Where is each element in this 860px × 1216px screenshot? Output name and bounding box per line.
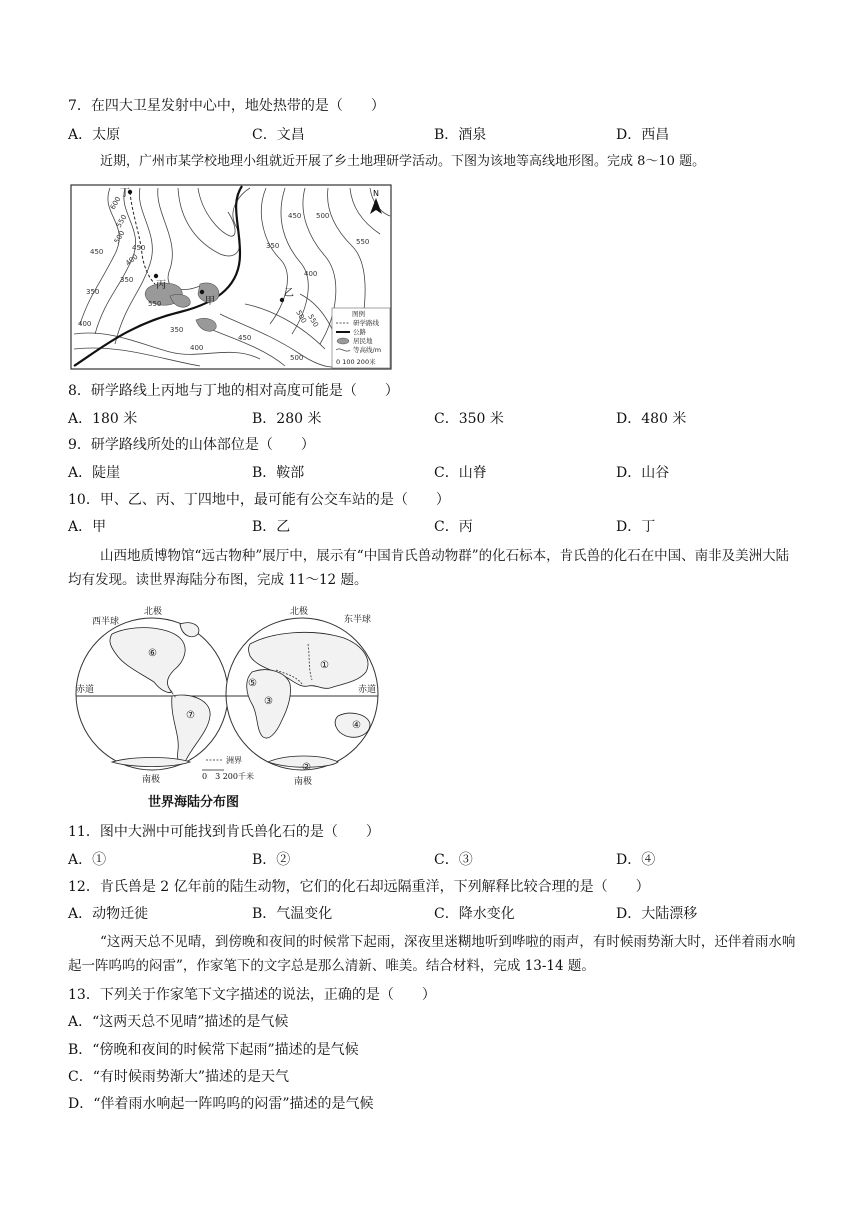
south-pole-label: 南极 xyxy=(294,777,313,787)
continent-number: ① xyxy=(320,660,329,671)
question-10-stem: 10．甲、乙、丙、丁四地中，最可能有公交车站的是（ ） xyxy=(68,492,450,508)
q12-option[interactable]: D．大陆漂移 xyxy=(616,906,698,922)
question-11-stem: 11．图中大洲中可能找到肯氏兽化石的是（ ） xyxy=(68,824,380,840)
q10-option[interactable]: D．丁 xyxy=(616,519,656,535)
south-pole-label: 南极 xyxy=(142,775,161,785)
continent-number: ⑦ xyxy=(186,710,195,721)
q7-option[interactable]: C．文昌 xyxy=(252,127,305,143)
contour-label: 550 xyxy=(114,213,129,229)
world-map-caption: 世界海陆分布图 xyxy=(148,795,240,810)
q9-option[interactable]: D．山谷 xyxy=(616,465,670,481)
q11-option[interactable]: C．③ xyxy=(434,852,473,868)
legend-road: 公路 xyxy=(353,328,366,336)
contour-label: 350 xyxy=(120,276,134,284)
q13-option[interactable]: C．“有时候雨势渐大”描述的是天气 xyxy=(68,1069,290,1085)
contour-label: 500 xyxy=(316,212,330,220)
q7-option[interactable]: D．西昌 xyxy=(616,127,670,143)
contour-label: 600 xyxy=(108,195,123,211)
question-9-options xyxy=(68,463,808,483)
contour-label: 500 xyxy=(294,309,308,325)
contour-label: 450 xyxy=(132,244,146,252)
contour-label: 500 xyxy=(112,229,127,245)
q10-option[interactable]: B．乙 xyxy=(252,519,291,535)
equator-label: 赤道 xyxy=(358,685,377,695)
q12-option[interactable]: B．气温变化 xyxy=(252,906,333,922)
question-8-stem: 8．研学路线上丙地与丁地的相对高度可能是（ ） xyxy=(68,383,399,399)
q10-option[interactable]: A．甲 xyxy=(68,519,107,535)
q8-option[interactable]: A．180 米 xyxy=(68,411,138,427)
legend-scale: 0 100 200米 xyxy=(336,358,376,366)
intro-11-12: 山西地质博物馆“远古物种”展厅中，展示有“中国肯氏兽动物群”的化石标本，肯氏兽的化石在中国、南非及美洲大陆均有发现。读世界海陆分布图，完成 11～12 题。 xyxy=(68,548,790,588)
contour-label: 450 xyxy=(238,334,252,342)
continent-number: ⑤ xyxy=(248,678,257,689)
east-hemisphere-label: 东半球 xyxy=(344,615,372,625)
q7-option[interactable]: B．酒泉 xyxy=(434,127,487,143)
q13-option[interactable]: A．“这两天总不见晴”描述的是气候 xyxy=(68,1014,289,1030)
world-map-figure xyxy=(72,604,384,812)
contour-label: 350 xyxy=(170,326,184,334)
continent-number: ⑥ xyxy=(148,648,157,659)
q10-option[interactable]: C．丙 xyxy=(434,519,473,535)
contour-label: 400 xyxy=(190,344,204,352)
legend-route: 研学路线 xyxy=(353,319,379,327)
north-label: N xyxy=(373,189,379,198)
q9-option[interactable]: B．鞍部 xyxy=(252,465,305,481)
question-9-stem: 9．研学路线所处的山体部位是（ ） xyxy=(68,437,315,453)
question-7-options xyxy=(68,125,808,145)
question-8-options xyxy=(68,409,808,429)
q7-option[interactable]: A．太原 xyxy=(68,127,121,143)
q8-option[interactable]: B．280 米 xyxy=(252,411,322,427)
legend-contour: 等高线/m xyxy=(353,346,382,354)
continent-number: ③ xyxy=(264,696,273,707)
legend-settlement: 居民地 xyxy=(353,337,373,345)
boundary-legend: 洲界 xyxy=(226,756,242,765)
question-13-stem: 13．下列关于作家笔下文字描述的说法，正确的是（ ） xyxy=(68,987,436,1003)
question-12-options xyxy=(68,904,808,924)
contour-label: 550 xyxy=(306,313,320,329)
q11-option[interactable]: B．② xyxy=(252,852,291,868)
contour-label: 450 xyxy=(90,248,104,256)
north-pole-label: 北极 xyxy=(144,607,163,617)
contour-label: 550 xyxy=(148,300,162,308)
contour-map-figure xyxy=(70,184,392,370)
continent-number: ④ xyxy=(352,720,361,731)
question-10-options xyxy=(68,517,808,537)
west-hemisphere-label: 西半球 xyxy=(92,617,120,627)
q9-option[interactable]: C．山脊 xyxy=(434,465,487,481)
q13-option[interactable]: D．“伴着雨水响起一阵呜呜的闷雷”描述的是气候 xyxy=(68,1096,374,1112)
contour-label: 350 xyxy=(266,242,280,250)
contour-label: 400 xyxy=(124,252,140,268)
q9-option[interactable]: A．陡崖 xyxy=(68,465,121,481)
question-12-stem: 12．肯氏兽是 2 亿年前的陆生动物，它们的化石却远隔重洋，下列解释比较合理的是（ ） xyxy=(68,879,650,895)
q11-option[interactable]: D．④ xyxy=(616,852,656,868)
q13-option[interactable]: B．“傍晚和夜间的时候常下起雨”描述的是气候 xyxy=(68,1042,359,1058)
contour-label: 400 xyxy=(304,270,318,278)
scale-legend: 0 3 200千米 xyxy=(202,772,254,781)
contour-label: 500 xyxy=(290,354,304,362)
contour-label: 400 xyxy=(78,320,92,328)
contour-legend xyxy=(332,308,390,368)
contour-label: 450 xyxy=(288,212,302,220)
q12-option[interactable]: A．动物迁徙 xyxy=(68,906,149,922)
intro-8-10: 近期，广州市某学校地理小组就近开展了乡土地理研学活动。下图为该地等高线地形图。完成 8～10 题。 xyxy=(100,154,706,169)
question-7-stem: 7．在四大卫星发射中心中，地处热带的是（ ） xyxy=(68,98,385,114)
question-11-options xyxy=(68,850,808,870)
q8-option[interactable]: C．350 米 xyxy=(434,411,504,427)
intro-13-14: “这两天总不见晴，到傍晚和夜间的时候常下起雨，深夜里迷糊地听到哗啦的雨声，有时候雨势渐大时，还伴着雨水响起一阵呜呜的闷雷”，作家笔下的文字总是那么清新、唯美。结合材料，完成 13-14 题。 xyxy=(68,934,796,974)
q12-option[interactable]: C．降水变化 xyxy=(434,906,515,922)
north-pole-label: 北极 xyxy=(290,607,309,617)
legend-title: 图例 xyxy=(352,310,365,318)
place-bing-label: 丙 xyxy=(156,280,166,291)
place-jia-label: 甲 xyxy=(205,296,215,307)
place-yi-label: 乙 xyxy=(284,288,294,299)
continent-number: ② xyxy=(302,762,311,773)
contour-label: 350 xyxy=(86,288,100,296)
contour-label: 550 xyxy=(356,238,370,246)
q11-option[interactable]: A．① xyxy=(68,852,107,868)
place-ding-label: 丁 xyxy=(120,188,130,199)
q8-option[interactable]: D．480 米 xyxy=(616,411,687,427)
equator-label: 赤道 xyxy=(76,685,95,695)
